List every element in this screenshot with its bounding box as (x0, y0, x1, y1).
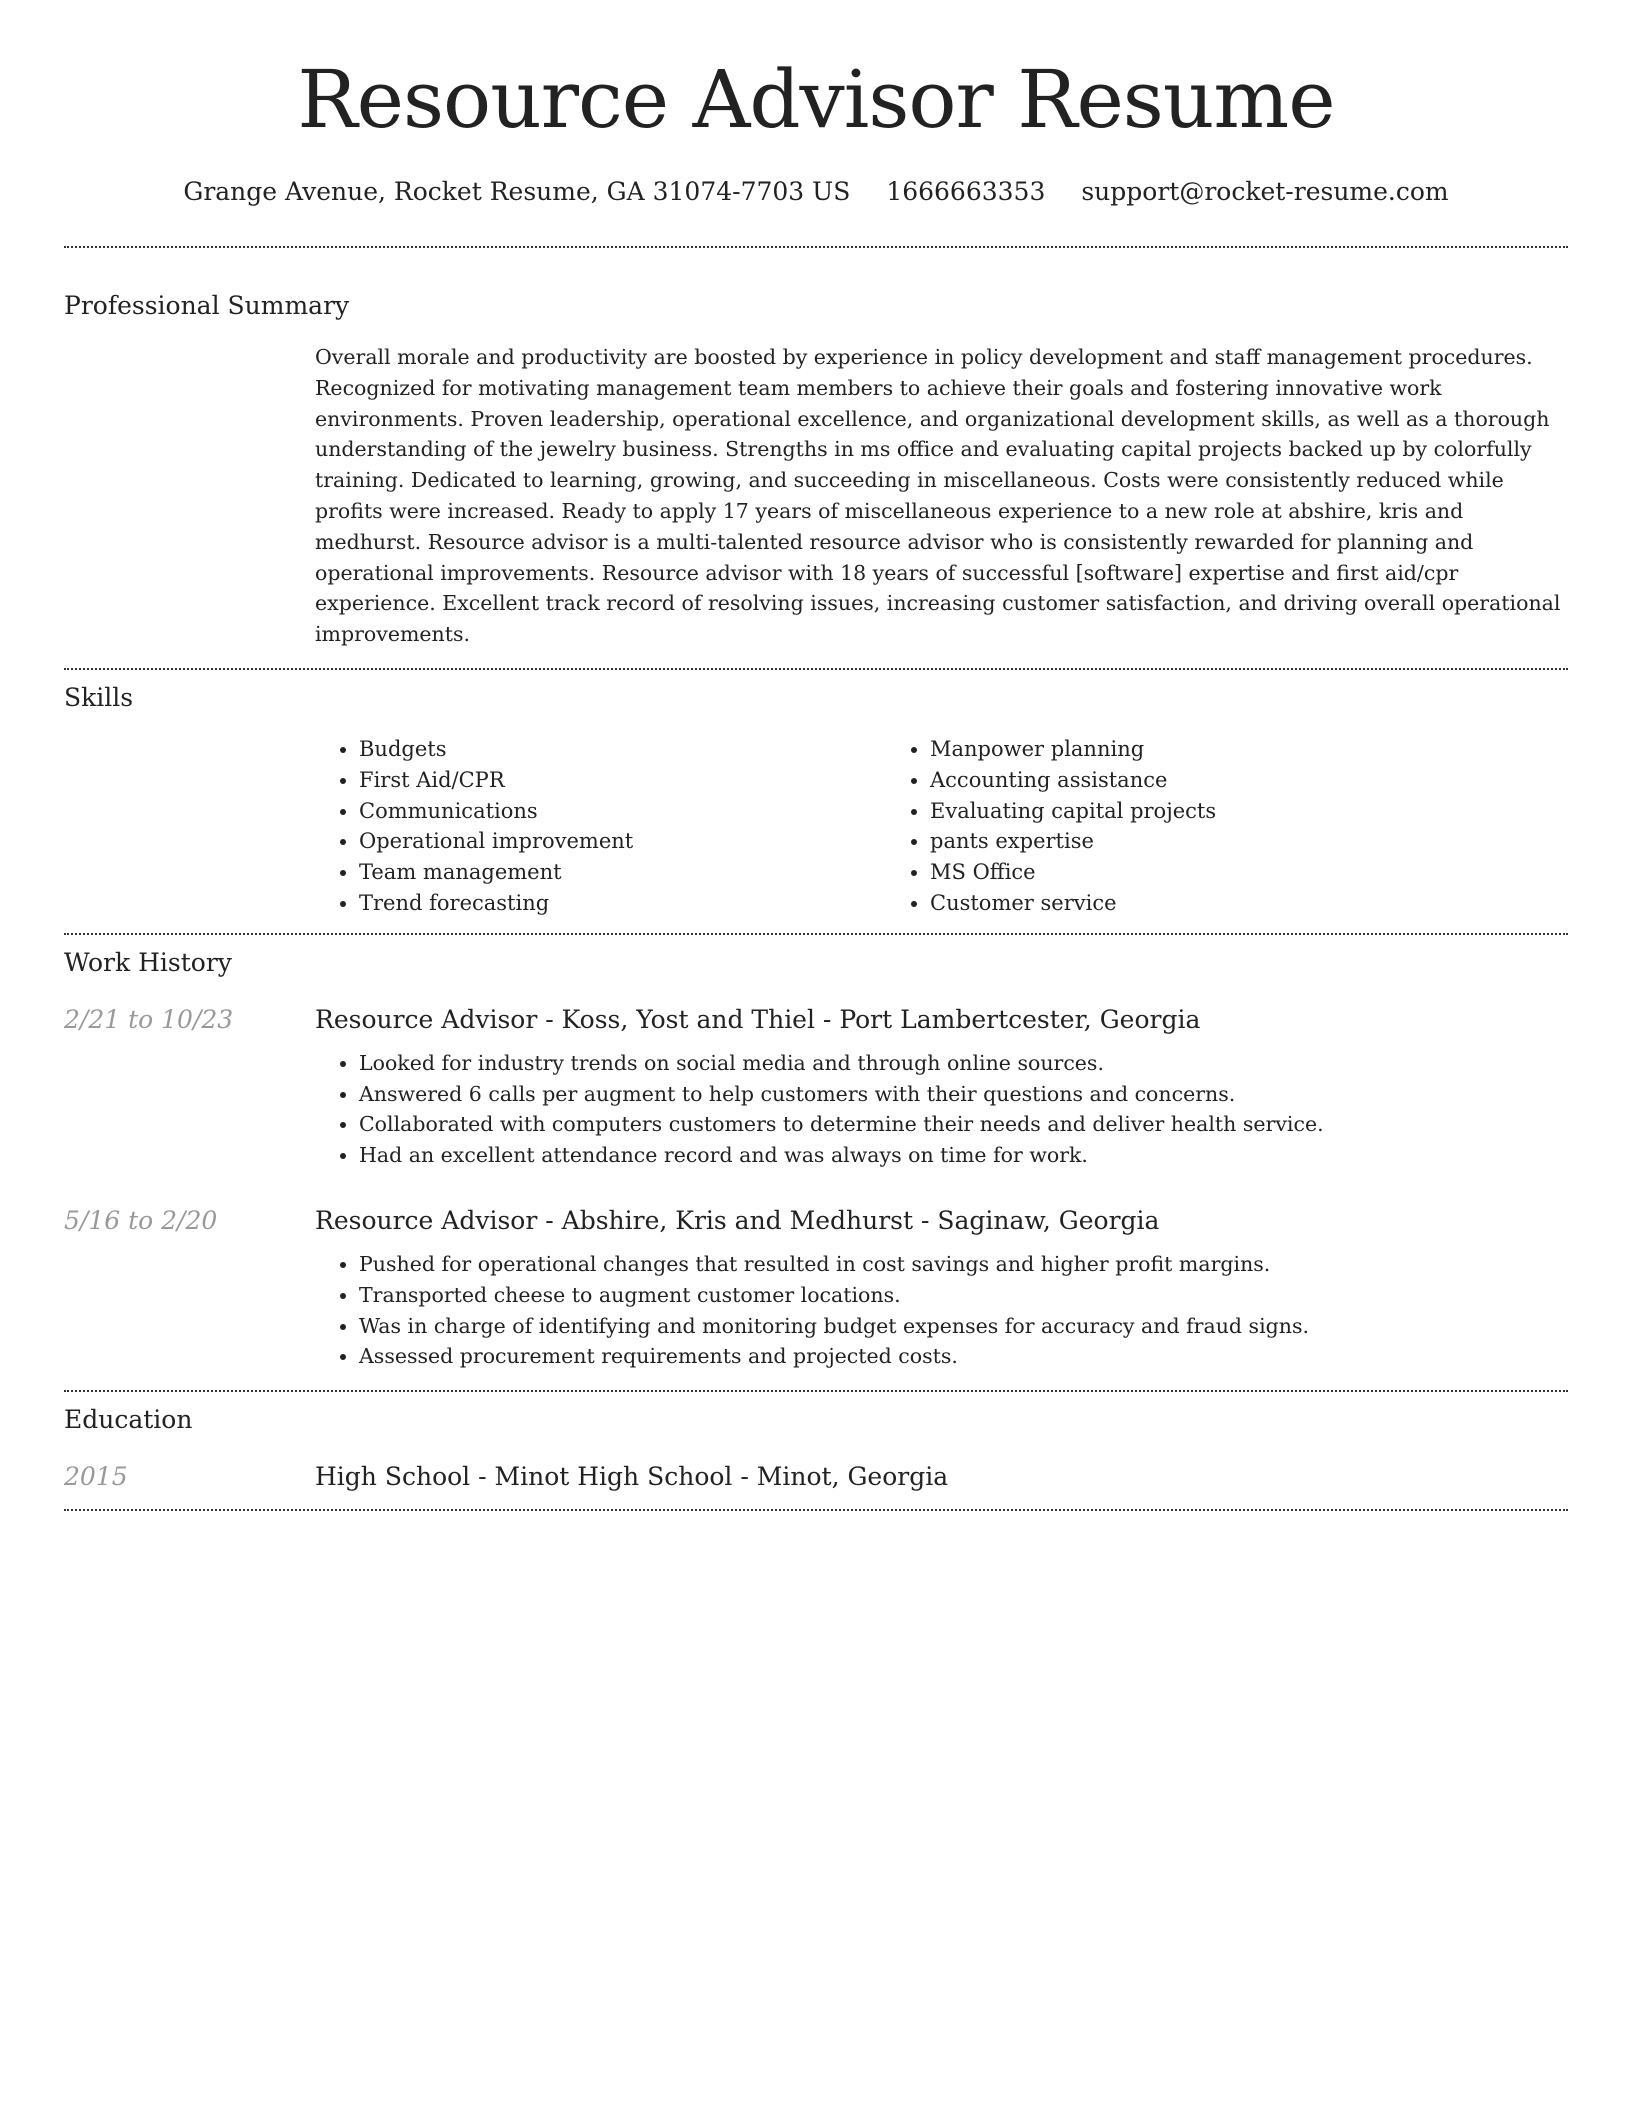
contact-address: Grange Avenue, Rocket Resume, GA 31074-7703 US (183, 177, 851, 206)
summary-text: Overall morale and productivity are boosted by experience in policy development and staff management procedures. Recognized for motivating management team members to achieve their goals and fostering innovative work environments. Proven leadership, operational excellence, and organizational development skills, as well as a thorough understanding of the jewelry business. Strengths in ms office and evaluating capital projects backed up by colorfully training. Dedicated to learning, growing, and succeeding in miscellaneous. Costs were consistently reduced while profits were increased. Ready to apply 17 years of miscellaneous experience to a new role at abshire, kris and medhurst. Resource advisor is a multi-talented resource advisor who is consistently rewarded for planning and operational improvements. Resource advisor with 18 years of successful [software] expertise and first aid/cpr experience. Excellent track record of resolving issues, increasing customer satisfaction, and driving overall operational improvements. (315, 345, 1561, 647)
skill-item: • pants expertise (930, 826, 1216, 857)
skill-item: • Operational improvement (359, 826, 886, 857)
job-title: Resource Advisor - Koss, Yost and Thiel - Port Lambertcester, Georgia (315, 1004, 1201, 1034)
job-bullet: • Answered 6 calls per augment to help customers with their questions and concerns. (359, 1079, 1568, 1110)
job-bullet: • Had an excellent attendance record and was always on time for work. (359, 1140, 1568, 1171)
work-history-heading: Work History (64, 947, 232, 977)
contact-line (64, 176, 1568, 208)
job-bullet: • Looked for industry trends on social media and through online sources. (359, 1048, 1568, 1079)
skill-item: • Evaluating capital projects (930, 796, 1216, 827)
section-divider (64, 1509, 1568, 1511)
job-bullet: • Transported cheese to augment customer locations. (359, 1280, 1568, 1311)
skill-item: • Budgets (359, 734, 886, 765)
job-bullets (315, 1249, 1568, 1372)
contact-email: support@rocket-resume.com (1081, 177, 1449, 206)
skills-heading: Skills (64, 682, 134, 712)
summary-heading: Professional Summary (64, 291, 350, 320)
skill-item: • Team management (359, 857, 886, 888)
job-bullets (315, 1048, 1568, 1171)
job-dates: 2/21 to 10/23 (64, 1004, 234, 1034)
job-entry (64, 1004, 1568, 1171)
job-title: Resource Advisor - Abshire, Kris and Medhurst - Saginaw, Georgia (315, 1205, 1160, 1235)
education-entry (64, 1461, 1568, 1493)
education-heading: Education (64, 1405, 193, 1435)
skills-list (315, 734, 1568, 919)
job-entry (64, 1205, 1568, 1372)
job-bullet: • Collaborated with computers customers to determine their needs and deliver health service. (359, 1109, 1568, 1140)
skill-item: • MS Office (930, 857, 1216, 888)
job-bullet: • Assessed procurement requirements and projected costs. (359, 1341, 1568, 1372)
skill-item: • Manpower planning (930, 734, 1216, 765)
summary-section (64, 248, 1568, 668)
skill-item: • Communications (359, 796, 886, 827)
skills-section (64, 670, 1568, 933)
skills-column-left (315, 734, 886, 919)
job-dates: 5/16 to 2/20 (64, 1205, 218, 1235)
work-history-section (64, 935, 1568, 1390)
skill-item: • Trend forecasting (359, 888, 886, 919)
education-section (64, 1392, 1568, 1509)
education-title: High School - Minot High School - Minot, Georgia (315, 1462, 949, 1492)
skill-item: • Customer service (930, 888, 1216, 919)
job-bullet: • Was in charge of identifying and monitoring budget expenses for accuracy and fraud signs. (359, 1311, 1568, 1342)
education-year: 2015 (64, 1462, 128, 1492)
resume-header (64, 0, 1568, 208)
skill-item: • Accounting assistance (930, 765, 1216, 796)
contact-phone: 1666663353 (886, 177, 1046, 206)
skills-column-right (886, 734, 1216, 919)
resume-title: Resource Advisor Resume (297, 53, 1335, 146)
skill-item: • First Aid/CPR (359, 765, 886, 796)
job-bullet: • Pushed for operational changes that resulted in cost savings and higher profit margins. (359, 1249, 1568, 1280)
